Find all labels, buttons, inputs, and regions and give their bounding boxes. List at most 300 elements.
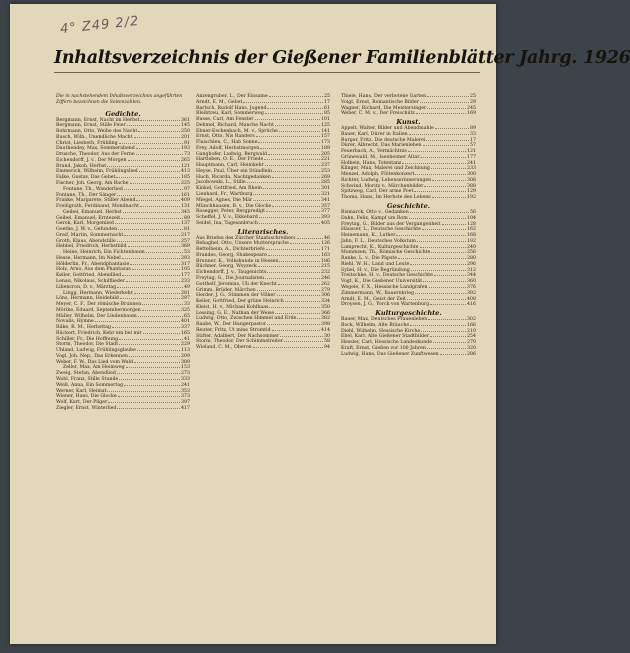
toc-entry-title: Zeller, Max, Am Heimweg	[63, 365, 125, 371]
toc-entry-page: 189	[321, 145, 330, 151]
toc-entry	[196, 345, 330, 351]
dot-leader	[264, 159, 320, 160]
toc-entry-page: 280	[467, 256, 476, 262]
toc-entry-page: 302	[467, 317, 476, 323]
dot-leader	[108, 402, 180, 403]
toc-entry-page: 17	[324, 99, 330, 105]
toc-entry-title: Flaischlen, C., Hab Sonne	[196, 140, 258, 146]
dot-leader	[253, 200, 320, 201]
toc-entry-page: 320	[467, 345, 476, 351]
dot-leader	[431, 252, 466, 253]
toc-entry-page: 245	[467, 105, 476, 111]
toc-column-3	[341, 94, 476, 639]
toc-entry-page: 416	[467, 302, 476, 308]
toc-entry-page: 94	[324, 345, 330, 351]
dot-leader	[130, 183, 181, 184]
toc-entry-page: 350	[321, 304, 330, 310]
dot-leader	[430, 304, 466, 305]
toc-column-1	[56, 94, 190, 639]
toc-entry-title: Brandes, Georg, Shakespeare	[196, 252, 267, 258]
dot-leader	[426, 140, 469, 141]
dot-leader	[272, 177, 320, 178]
toc-entry-page: 141	[321, 128, 330, 134]
toc-entry-page: 101	[321, 117, 330, 123]
dot-leader	[128, 160, 181, 161]
toc-entry-title: Lamprecht, K., Kulturgeschichte	[341, 244, 419, 250]
toc-entry-page: 56	[470, 210, 476, 216]
dot-leader	[124, 235, 180, 236]
dot-leader	[421, 331, 466, 332]
toc-entry-page: 279	[321, 287, 330, 293]
toc-entry-page: 306	[321, 293, 330, 299]
toc-entry-page: 325	[181, 307, 190, 313]
toc-entry-title: Holz, Arno, Aus dem Phantasus	[56, 267, 131, 273]
dot-leader	[409, 134, 469, 135]
dot-leader	[118, 396, 180, 397]
dot-leader	[410, 264, 466, 265]
dot-leader	[429, 287, 467, 288]
toc-entry-title: Scheffel, J. V. v., Ekkehard	[196, 215, 258, 221]
toc-entry-title: Diehl, Wilhelm, Hessische Kirche	[341, 328, 421, 334]
toc-entry-title: Vogt, K., Die Gießener Universität	[341, 279, 423, 285]
dot-leader	[117, 287, 183, 288]
toc-entry-title: Goethe, J. W. v., Gefunden	[56, 227, 118, 233]
toc-entry-title: Arndt, E. M., Geist der Zeit	[341, 296, 406, 302]
dot-leader	[95, 321, 180, 322]
toc-entry-title: Burger, Fritz, Die deutsche Malerei	[341, 137, 426, 143]
toc-entry-title: Ludwig, Hans, Das Gießener Zunftwesen	[341, 351, 439, 357]
dot-leader	[253, 347, 323, 348]
dot-leader	[278, 284, 320, 285]
toc-entry-title: Rilke, R. M., Herbsttag	[56, 325, 111, 331]
toc-entry-page: 33	[470, 131, 476, 137]
toc-entry-page: 405	[321, 220, 330, 226]
dot-leader	[277, 295, 321, 296]
toc-entry-page: 57	[470, 143, 476, 149]
dot-leader	[284, 341, 323, 342]
toc-entry-page: 254	[467, 334, 476, 340]
toc-entry	[341, 352, 476, 358]
dot-leader	[247, 182, 320, 183]
toc-entry-title: Aus Briefen des Zürcher Staatsschreibers	[196, 235, 296, 241]
toc-entry-title: Christ, Liesbeth, Frühling	[56, 140, 118, 146]
toc-entry-page: 397	[181, 400, 190, 406]
toc-entry-title: Brunner, K., Volkskunde in Hessen	[196, 258, 279, 264]
toc-entry-title: Werner, Karl, Heimat	[56, 388, 107, 394]
dot-leader	[137, 350, 180, 351]
toc-entry-page: 353	[181, 388, 190, 394]
toc-entry-title: Herder, J. G., Stimmen der Völker	[196, 293, 276, 299]
toc-entry	[56, 406, 190, 412]
dot-leader	[117, 195, 180, 196]
dot-leader	[253, 194, 320, 195]
toc-entry-title: Grimm, Brüder, Märchen	[196, 287, 256, 293]
dot-leader	[143, 333, 180, 334]
toc-entry-title: Fontane, Th., Der Sänger	[56, 192, 117, 198]
toc-entry-title: Wegele, F. X., Hessische Landgrafen	[341, 284, 428, 290]
toc-entry-title: Busch, Wilh., Unendliche Macht	[56, 134, 133, 140]
dot-leader	[265, 278, 320, 279]
toc-entry-title: Häusser, L., Deutsche Geschichte	[341, 227, 421, 233]
toc-entry-title: Kraft, Ernst, Gießen vor 100 Jahren	[341, 345, 426, 351]
dot-leader	[414, 191, 466, 192]
dot-leader	[266, 249, 320, 250]
dot-leader	[268, 154, 320, 155]
toc-entry-title: Weiß, Anna, Ein Sommertag	[56, 382, 124, 388]
toc-entry-page: 253	[321, 168, 330, 174]
toc-entry-page: 369	[181, 244, 190, 250]
toc-entry-title: Reuter, Fritz, Ut mine Stromtid	[196, 327, 271, 333]
toc-entry-page: 89	[184, 215, 190, 221]
dot-leader	[420, 247, 467, 248]
toc-entry-page: 360	[467, 279, 476, 285]
toc-entry-title: Bartsch, Rudolf Hans, Jugend	[196, 105, 267, 111]
toc-entry-page: 162	[467, 227, 476, 233]
toc-entry-title: Gerok, Karl, Morgenlied	[56, 221, 114, 227]
toc-entry-page: 257	[181, 238, 190, 244]
toc-entry-title: Lessing, G. E., Nathan der Weise	[196, 310, 275, 316]
dot-leader	[136, 200, 180, 201]
dot-leader	[107, 391, 180, 392]
dot-leader	[410, 325, 466, 326]
toc-entry-title: Ernst, Otto, Nis Randers	[196, 134, 255, 140]
toc-entry-page: 73	[184, 152, 190, 158]
toc-entry-page: 377	[321, 209, 330, 215]
toc-entry-title: Behaghel, Otto, Unsere Muttersprache	[196, 241, 289, 247]
dot-leader	[119, 143, 183, 144]
dot-leader	[279, 261, 320, 262]
dot-leader	[409, 218, 466, 219]
toc-entry-page: 376	[467, 284, 476, 290]
dot-leader	[126, 281, 180, 282]
title-rule	[54, 72, 480, 73]
toc-entry-page: 286	[467, 351, 476, 357]
dot-leader	[272, 330, 320, 331]
dot-leader	[136, 154, 183, 155]
toc-entry-title: Lenau, Nikolaus, Schilflieder	[56, 279, 125, 284]
toc-entry-page: 53	[184, 250, 190, 256]
dot-leader	[415, 293, 466, 294]
toc-entry-page: 240	[467, 244, 476, 250]
toc-entry-page: 241	[181, 382, 190, 388]
dot-leader	[442, 224, 467, 225]
dot-leader	[411, 270, 466, 271]
toc-entry-page: 177	[467, 154, 476, 160]
toc-entry-title: Raabe, W., Der Hungerpastor	[196, 322, 267, 328]
dot-leader	[297, 238, 323, 239]
dot-leader	[265, 113, 323, 114]
toc-entry-title: Freiligrath, Ferdinand, Mondnacht	[56, 204, 139, 210]
dot-leader	[280, 336, 323, 337]
toc-entry-page: 168	[467, 233, 476, 239]
toc-entry-page: 389	[181, 359, 190, 365]
toc-entry-title: Bauer, Max, Deutsches Frauenleben	[341, 317, 428, 323]
toc-entry-title: Franke, Margarete, Stiller Abend	[56, 198, 136, 204]
toc-entry-title: Weber, C. M. v., Der Freischütz	[341, 111, 415, 117]
toc-entry-page: 131	[181, 204, 190, 210]
dot-leader	[243, 102, 323, 103]
toc-entry-title: Menzel, Adolph, Flötenkonzert	[341, 172, 415, 178]
toc-entry-page: 85	[324, 111, 330, 117]
dot-leader	[435, 128, 469, 129]
dot-leader	[124, 189, 183, 190]
toc-entry-page: 229	[181, 342, 190, 348]
toc-entry-page: 30	[324, 333, 330, 339]
dot-leader	[126, 367, 180, 368]
toc-entry-title: Groth, Klaus, Abendstille	[56, 238, 116, 244]
section-heading: Gedichte.	[105, 109, 141, 118]
toc-entry-title: Zimmermann, W., Bauernkrieg	[341, 290, 415, 296]
toc-entry-title: Richter, Ludwig, Lebenserinnerungen	[341, 177, 432, 183]
dot-leader	[428, 319, 466, 320]
toc-entry-page: 333	[181, 377, 190, 383]
toc-entry-page: 293	[181, 255, 190, 261]
toc-entry-page: 129	[467, 189, 476, 195]
toc-entry-title: Dehmel, Richard, Manche Nacht	[196, 122, 274, 128]
toc-entry-page: 137	[181, 221, 190, 227]
toc-entry-title: Geibel, Emanuel, Herbst	[63, 209, 122, 215]
dot-leader	[122, 275, 180, 276]
toc-entry-page: 157	[321, 134, 330, 140]
toc-entry-title: Mörike, Eduard, Septembermorgen	[56, 307, 141, 313]
toc-entry-title: Appelt, Walter, Bilder und Abendmahle	[341, 126, 434, 132]
toc-entry-title: Heyse, Paul, Über ein Stündlein	[196, 168, 273, 174]
toc-entry-title: Eichendorff, J. v., Taugenichts	[196, 270, 267, 276]
dot-leader	[415, 174, 466, 175]
toc-entry-title: Spitzweg, Carl, Der arme Poet	[341, 189, 414, 195]
dot-leader	[132, 269, 180, 270]
toc-entry-title: Freytag, G., Bilder aus der Vergangenheit	[341, 221, 441, 227]
toc-entry-page: 46	[324, 235, 330, 241]
dot-leader	[423, 281, 466, 282]
toc-entry-title: Emmerich, Wilhelm, Frühlingslied	[56, 169, 138, 175]
toc-entry-title: Hartleben, O. E., Der Friede	[196, 157, 264, 163]
dot-leader	[117, 373, 180, 374]
dot-leader	[134, 137, 181, 138]
toc-entry-title: Klinger, Max, Malerei und Zeichnung	[341, 166, 430, 172]
toc-entry-page: 165	[181, 330, 190, 336]
toc-entry-page: 312	[467, 267, 476, 273]
toc-entry-title: Jacobowski, L., Stille	[196, 180, 246, 186]
toc-entry-page: 246	[321, 275, 330, 281]
toc-entry-title: Droysen, J. G., Yorck von Wartenburg	[341, 302, 430, 308]
dot-leader	[408, 151, 466, 152]
dot-leader	[269, 307, 320, 308]
dot-leader	[416, 113, 466, 114]
toc-entry-title: Vogl, Joh. Nep., Das Erkennen	[56, 353, 128, 359]
toc-entry-title: Voigt, Ernst, Romantische Bilder	[341, 99, 419, 105]
toc-entry-page: 300	[467, 172, 476, 178]
dot-leader	[272, 206, 320, 207]
toc-entry-page: 169	[467, 111, 476, 117]
toc-entry-title: Keller, Gottfried, Abendlied	[56, 273, 122, 279]
dot-leader	[422, 229, 466, 230]
dot-leader	[266, 211, 320, 212]
dot-leader	[123, 212, 180, 213]
toc-entry-page: 58	[324, 339, 330, 345]
toc-entry-title: Miegel, Agnes, Die Mär	[196, 197, 253, 203]
toc-entry-title: Rückert, Friedrich, Kehr ein bei mir	[56, 330, 142, 336]
toc-entry-page: 91	[184, 140, 190, 146]
toc-entry-page: 17	[470, 137, 476, 143]
toc-entry-page: 217	[181, 232, 190, 238]
dot-leader	[107, 166, 180, 167]
toc-entry-page: 205	[321, 151, 330, 157]
dot-leader	[431, 168, 466, 169]
dot-leader	[407, 299, 466, 300]
toc-entry-title: Dahn, Felix, Kampf um Rom	[341, 215, 408, 221]
toc-entry-page: 413	[181, 169, 190, 175]
toc-entry-page: 269	[321, 174, 330, 180]
toc-entry-page: 256	[467, 250, 476, 256]
toc-entry-page: 296	[467, 261, 476, 267]
toc-entry-title: Bergmann, Ernst, Nacht im Herbst	[56, 117, 140, 123]
toc-entry-page: 334	[321, 299, 330, 305]
dot-leader	[410, 212, 469, 213]
toc-entry-title: Storm, Theodor, Die Stadt	[56, 342, 119, 348]
dot-leader	[430, 336, 466, 337]
toc-entry-page: 393	[321, 215, 330, 221]
toc-entry-title: Anzengruber, L., Der Einsame	[196, 94, 268, 99]
toc-entry-title: Bohrmann, Otto, Weihe des Nacht	[56, 129, 138, 135]
toc-entry-page: 409	[181, 198, 190, 204]
section-heading: Kunst.	[396, 118, 421, 127]
toc-entry-title: Huch, Ricarda, Nachtgedanken	[196, 174, 271, 180]
toc-entry-page: 65	[184, 313, 190, 319]
toc-entry-page: 128	[467, 221, 476, 227]
toc-entry-page: 186	[321, 258, 330, 264]
dot-leader	[427, 348, 466, 349]
toc-entry-title: Lienhard, Fr., Wartburg	[196, 192, 253, 198]
dot-leader	[134, 293, 180, 294]
toc-entry-page: 345	[181, 209, 190, 215]
toc-entry-page: 25	[324, 94, 330, 99]
dot-leader	[275, 313, 320, 314]
section-heading: Geschichte.	[386, 202, 431, 211]
toc-entry-page: 166	[467, 322, 476, 328]
toc-entry-page: 192	[467, 238, 476, 244]
toc-entry-title: Brand, Jakob, Herbst	[56, 163, 107, 169]
dot-leader	[129, 356, 180, 357]
toc-entry-title: Seidel, Ina, Tagesanbruch	[196, 220, 258, 226]
dot-leader	[127, 125, 180, 126]
dot-leader	[290, 243, 320, 244]
toc-intro: Die in nachstehendem Inhaltsverzeichnis angeführten Ziffern bezeichnen die Seitenzahlen.	[56, 94, 183, 105]
toc-entry-page: 357	[321, 203, 330, 209]
toc-entry-title: Holbein, Hans, Totentanz	[341, 160, 402, 166]
dot-leader	[269, 96, 323, 97]
toc-entry-title: Schwind, Moritz v., Märchenbilder	[341, 183, 424, 189]
toc-entry-title: Lingg, Hermann, Wiederkehr	[63, 290, 133, 296]
toc-entry-page: 221	[321, 157, 330, 163]
dot-leader	[424, 186, 466, 187]
dot-leader	[138, 316, 183, 317]
dot-leader	[138, 131, 180, 132]
dot-leader	[119, 344, 180, 345]
toc-entry-title: Hebbel, Friedrich, Herbstbild	[56, 244, 127, 250]
toc-entry-page: 33	[184, 302, 190, 308]
toc-entry-page: 317	[181, 261, 190, 267]
toc-entry-page: 341	[321, 197, 330, 203]
toc-entry-title: Grünewald, M., Isenheimer Altar	[341, 154, 420, 160]
toc-entry-title: Ranke, L. v., Die Päpste	[341, 256, 398, 262]
toc-entry-title: Storm, Theodor, Der Schimmelreiter	[196, 339, 284, 345]
toc-entry-title: Ebner-Eschenbach, M. v., Sprüche	[196, 128, 278, 134]
dot-leader	[275, 125, 320, 126]
toc-entry-title: Müller, Wilhelm, Der Lindenbaum	[56, 313, 137, 319]
toc-entry-page: 417	[181, 405, 190, 411]
toc-entry-title: Büchner, Georg, Woyzeck	[196, 264, 257, 270]
toc-entry-title: Bettelheim, A., Dichterbriefe	[196, 247, 265, 253]
toc-entry-page: 177	[181, 273, 190, 279]
dot-leader	[263, 188, 320, 189]
dot-leader	[279, 131, 320, 132]
toc-entry-page: 81	[184, 227, 190, 233]
toc-entry-title: Löns, Hermann, Heidebild	[56, 296, 119, 302]
toc-entry-page: 392	[467, 290, 476, 296]
dot-leader	[120, 298, 180, 299]
toc-entry-title: Heine, Heinrich, Ein Fichtenbaum	[63, 250, 145, 256]
toc-entry-title: Bock, Wilhelm, Alte Bräuche	[341, 322, 410, 328]
toc-entry-title: Eichendorff, J. v., Der Morgen	[56, 157, 127, 163]
toc-entry-page: 233	[181, 279, 190, 284]
dot-leader	[423, 145, 469, 146]
toc-entry-title: Zweig, Stefan, Abendlied	[56, 371, 116, 377]
toc-entry-page: 161	[181, 192, 190, 198]
toc-entry-title: Ebel, Karl, Alte Gießener Stadtbilder	[341, 334, 429, 340]
toc-entry-title: Ludwig, Otto, Zwischen Himmel und Erde	[196, 316, 297, 322]
toc-entry-page: 97	[184, 186, 190, 192]
dot-leader	[142, 310, 180, 311]
toc-entry-page: 388	[467, 183, 476, 189]
toc-entry-title: Münchhausen, B. v., Die Glocke	[196, 203, 272, 209]
dot-leader	[432, 197, 466, 198]
toc-entry-title: Greif, Martin, Sommernacht	[56, 232, 124, 238]
toc-entry-title: Meyer, C. F., Der römische Brunnen	[56, 302, 142, 308]
toc-entry-title: Jahn, F. L., Deutsches Volkstum	[341, 238, 416, 244]
dot-leader	[134, 362, 180, 363]
toc-entry-page: 232	[321, 270, 330, 276]
toc-entry-title: Bergmann, Ernst, Stille Feier	[56, 123, 126, 129]
dot-leader	[119, 379, 180, 380]
toc-entry-page: 373	[181, 394, 190, 400]
toc-entry-page: 297	[181, 296, 190, 302]
dot-leader	[265, 165, 320, 166]
dot-leader	[142, 304, 183, 305]
section-heading: Kulturgeschichte.	[375, 309, 442, 318]
dot-leader	[255, 119, 321, 120]
toc-entry-title: Uhland, Ludwig, Frühlingsglaube	[56, 348, 136, 354]
dot-leader	[285, 301, 320, 302]
toc-entry-title: Arndt, E. M., Gebet	[196, 99, 243, 105]
document-page	[10, 4, 630, 644]
toc-entry-title: Wagner, Richard, Die Meistersinger	[341, 105, 427, 111]
toc-entry-page: 210	[467, 328, 476, 334]
toc-entry-title: Riehl, W. H., Land und Leute	[341, 261, 410, 267]
toc-entry-title: Wiener, Hans, Die Glocke	[56, 394, 117, 400]
toc-entry-title: Wolf, Kurt, Der Pilger	[56, 400, 108, 406]
toc-entry-page: 49	[184, 284, 190, 290]
toc-entry-page: 241	[467, 160, 476, 166]
dot-leader	[398, 258, 466, 259]
toc-entry-page: 171	[321, 247, 330, 253]
dot-leader	[267, 272, 320, 273]
toc-entry-page: 414	[321, 327, 330, 333]
toc-entry-title: Hölderlin, Fr., Abendphantasie	[56, 261, 130, 267]
toc-entry-page: 321	[321, 192, 330, 198]
dot-leader	[258, 142, 320, 143]
toc-entry-title: Falke, Gustav, Das Gebet	[56, 175, 116, 181]
